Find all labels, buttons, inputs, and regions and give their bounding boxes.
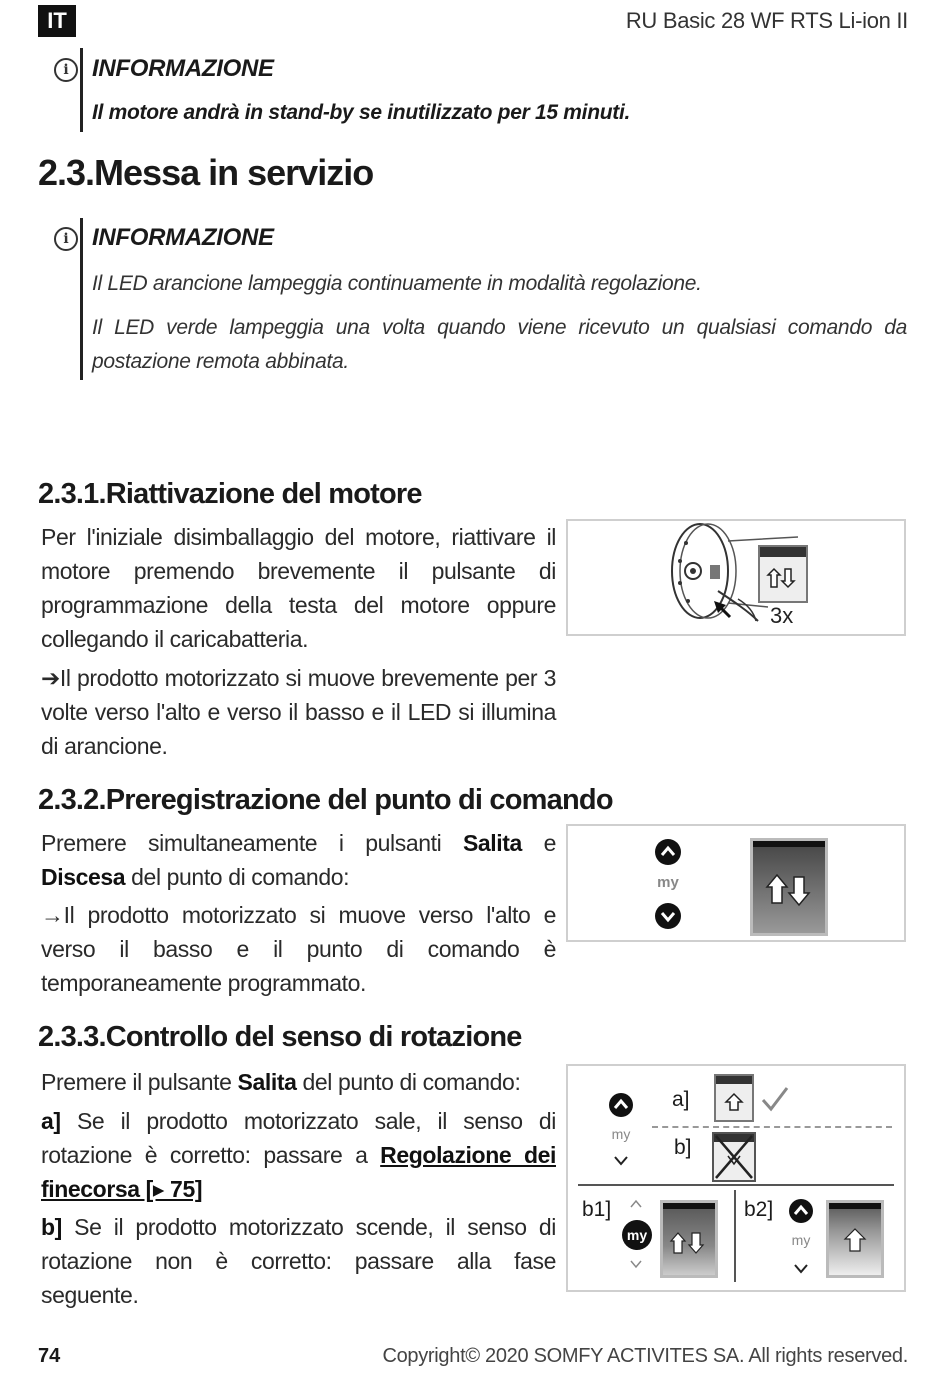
solid-divider bbox=[578, 1184, 894, 1186]
language-tag: IT bbox=[38, 5, 76, 37]
paragraph: Premere simultaneamente i pulsanti Salita e Discesa del punto di comando: bbox=[41, 830, 556, 890]
up-down-arrow-icon bbox=[663, 1209, 715, 1269]
shade-up-indicator bbox=[714, 1074, 754, 1122]
shade-indicator bbox=[750, 838, 828, 936]
info-bar bbox=[80, 218, 83, 380]
press-count-label: 3x bbox=[770, 603, 794, 628]
up-button-icon bbox=[788, 1198, 814, 1224]
step-b-paragraph: b] Se il prodotto motorizzato scende, il senso di rotazione non è corretto: passare alla fase seguente. bbox=[41, 1214, 556, 1308]
info-line-1: Il LED arancione lampeggia continuamente in modalità regolazione. bbox=[92, 272, 702, 295]
figure-motor-reactivation bbox=[566, 519, 906, 636]
dashed-divider bbox=[652, 1126, 892, 1128]
info-bar bbox=[80, 48, 83, 132]
page-number: 74 bbox=[38, 1345, 61, 1367]
up-arrow-icon bbox=[829, 1209, 881, 1269]
case-b1-label: b1] bbox=[582, 1198, 612, 1221]
vertical-divider bbox=[734, 1190, 736, 1282]
down-chevron-icon bbox=[612, 1154, 630, 1168]
my-label: my bbox=[657, 874, 679, 891]
info-line-2: Il LED verde lampeggia una volta quando viene ricevuto un qualsiasi comando da postazione remota abbinata. bbox=[92, 316, 907, 373]
up-button-icon bbox=[608, 1092, 634, 1118]
figure-rotation-check bbox=[566, 1064, 906, 1292]
my-label: my bbox=[791, 1232, 811, 1248]
shade-up-indicator bbox=[826, 1200, 884, 1278]
info-text: Il motore andrà in stand-by se inutilizzato per 15 minuti. bbox=[92, 101, 631, 124]
up-arrow-icon bbox=[716, 1084, 752, 1116]
info-icon: i bbox=[54, 58, 78, 82]
paragraph: Per l'iniziale disimballaggio del motore, riattivare il motore premendo brevemente il pulsante di programmazione della testa del motore oppure collegando il caricabatteria. bbox=[41, 524, 556, 652]
my-button: my bbox=[622, 1220, 652, 1250]
limits-adjustment-link[interactable]: Regolazione dei finecorsa [▸ 75] bbox=[41, 1142, 556, 1202]
result-paragraph: ➔Il prodotto motorizzato si muove brevemente per 3 volte verso l'alto e verso il basso e il LED si illumina di arancione. bbox=[41, 665, 556, 759]
figure-remote-preregistration bbox=[566, 824, 906, 942]
down-chevron-icon bbox=[628, 1258, 644, 1270]
case-b2-label: b2] bbox=[744, 1198, 774, 1221]
section-heading-2-3: 2.3.Messa in servizio bbox=[38, 152, 374, 193]
up-chevron-icon bbox=[628, 1198, 644, 1210]
copyright-notice: Copyright© 2020 SOMFY ACTIVITES SA. All rights reserved. bbox=[382, 1345, 908, 1367]
motor-head-illustration bbox=[568, 521, 904, 634]
up-down-arrow-icon bbox=[753, 847, 825, 927]
checkmark-icon bbox=[760, 1084, 790, 1114]
paragraph: Premere il pulsante Salita del punto di comando: bbox=[41, 1069, 521, 1095]
section-heading-2-3-1: 2.3.1.Riattivazione del motore bbox=[38, 478, 422, 510]
section-heading-2-3-3: 2.3.3.Controllo del senso di rotazione bbox=[38, 1021, 522, 1053]
info-icon: i bbox=[54, 227, 78, 251]
down-chevron-icon bbox=[792, 1262, 810, 1276]
document-title: RU Basic 28 WF RTS Li-ion II bbox=[625, 8, 908, 33]
cross-icon bbox=[714, 1134, 754, 1180]
case-a-label: a] bbox=[672, 1088, 690, 1111]
case-b-label: b] bbox=[674, 1136, 692, 1159]
shade-indicator bbox=[758, 545, 808, 603]
my-label: my bbox=[611, 1126, 631, 1142]
up-button-icon bbox=[654, 838, 682, 866]
down-button-icon bbox=[654, 902, 682, 930]
step-a-paragraph: a] Se il prodotto motorizzato sale, il senso di rotazione è corretto: passare a Regolazione dei finecorsa [▸ 75] bbox=[41, 1108, 556, 1202]
info-title: INFORMAZIONE bbox=[92, 224, 274, 251]
section-heading-2-3-2: 2.3.2.Preregistrazione del punto di comando bbox=[38, 784, 613, 816]
shade-down-crossed-indicator bbox=[712, 1132, 756, 1182]
up-down-arrow-icon bbox=[760, 557, 802, 597]
shade-indicator bbox=[660, 1200, 718, 1278]
info-title: INFORMAZIONE bbox=[92, 55, 274, 82]
result-paragraph: →Il prodotto motorizzato si muove verso l'alto e verso il basso e il punto di comando è temporaneamente programmato. bbox=[41, 902, 556, 996]
